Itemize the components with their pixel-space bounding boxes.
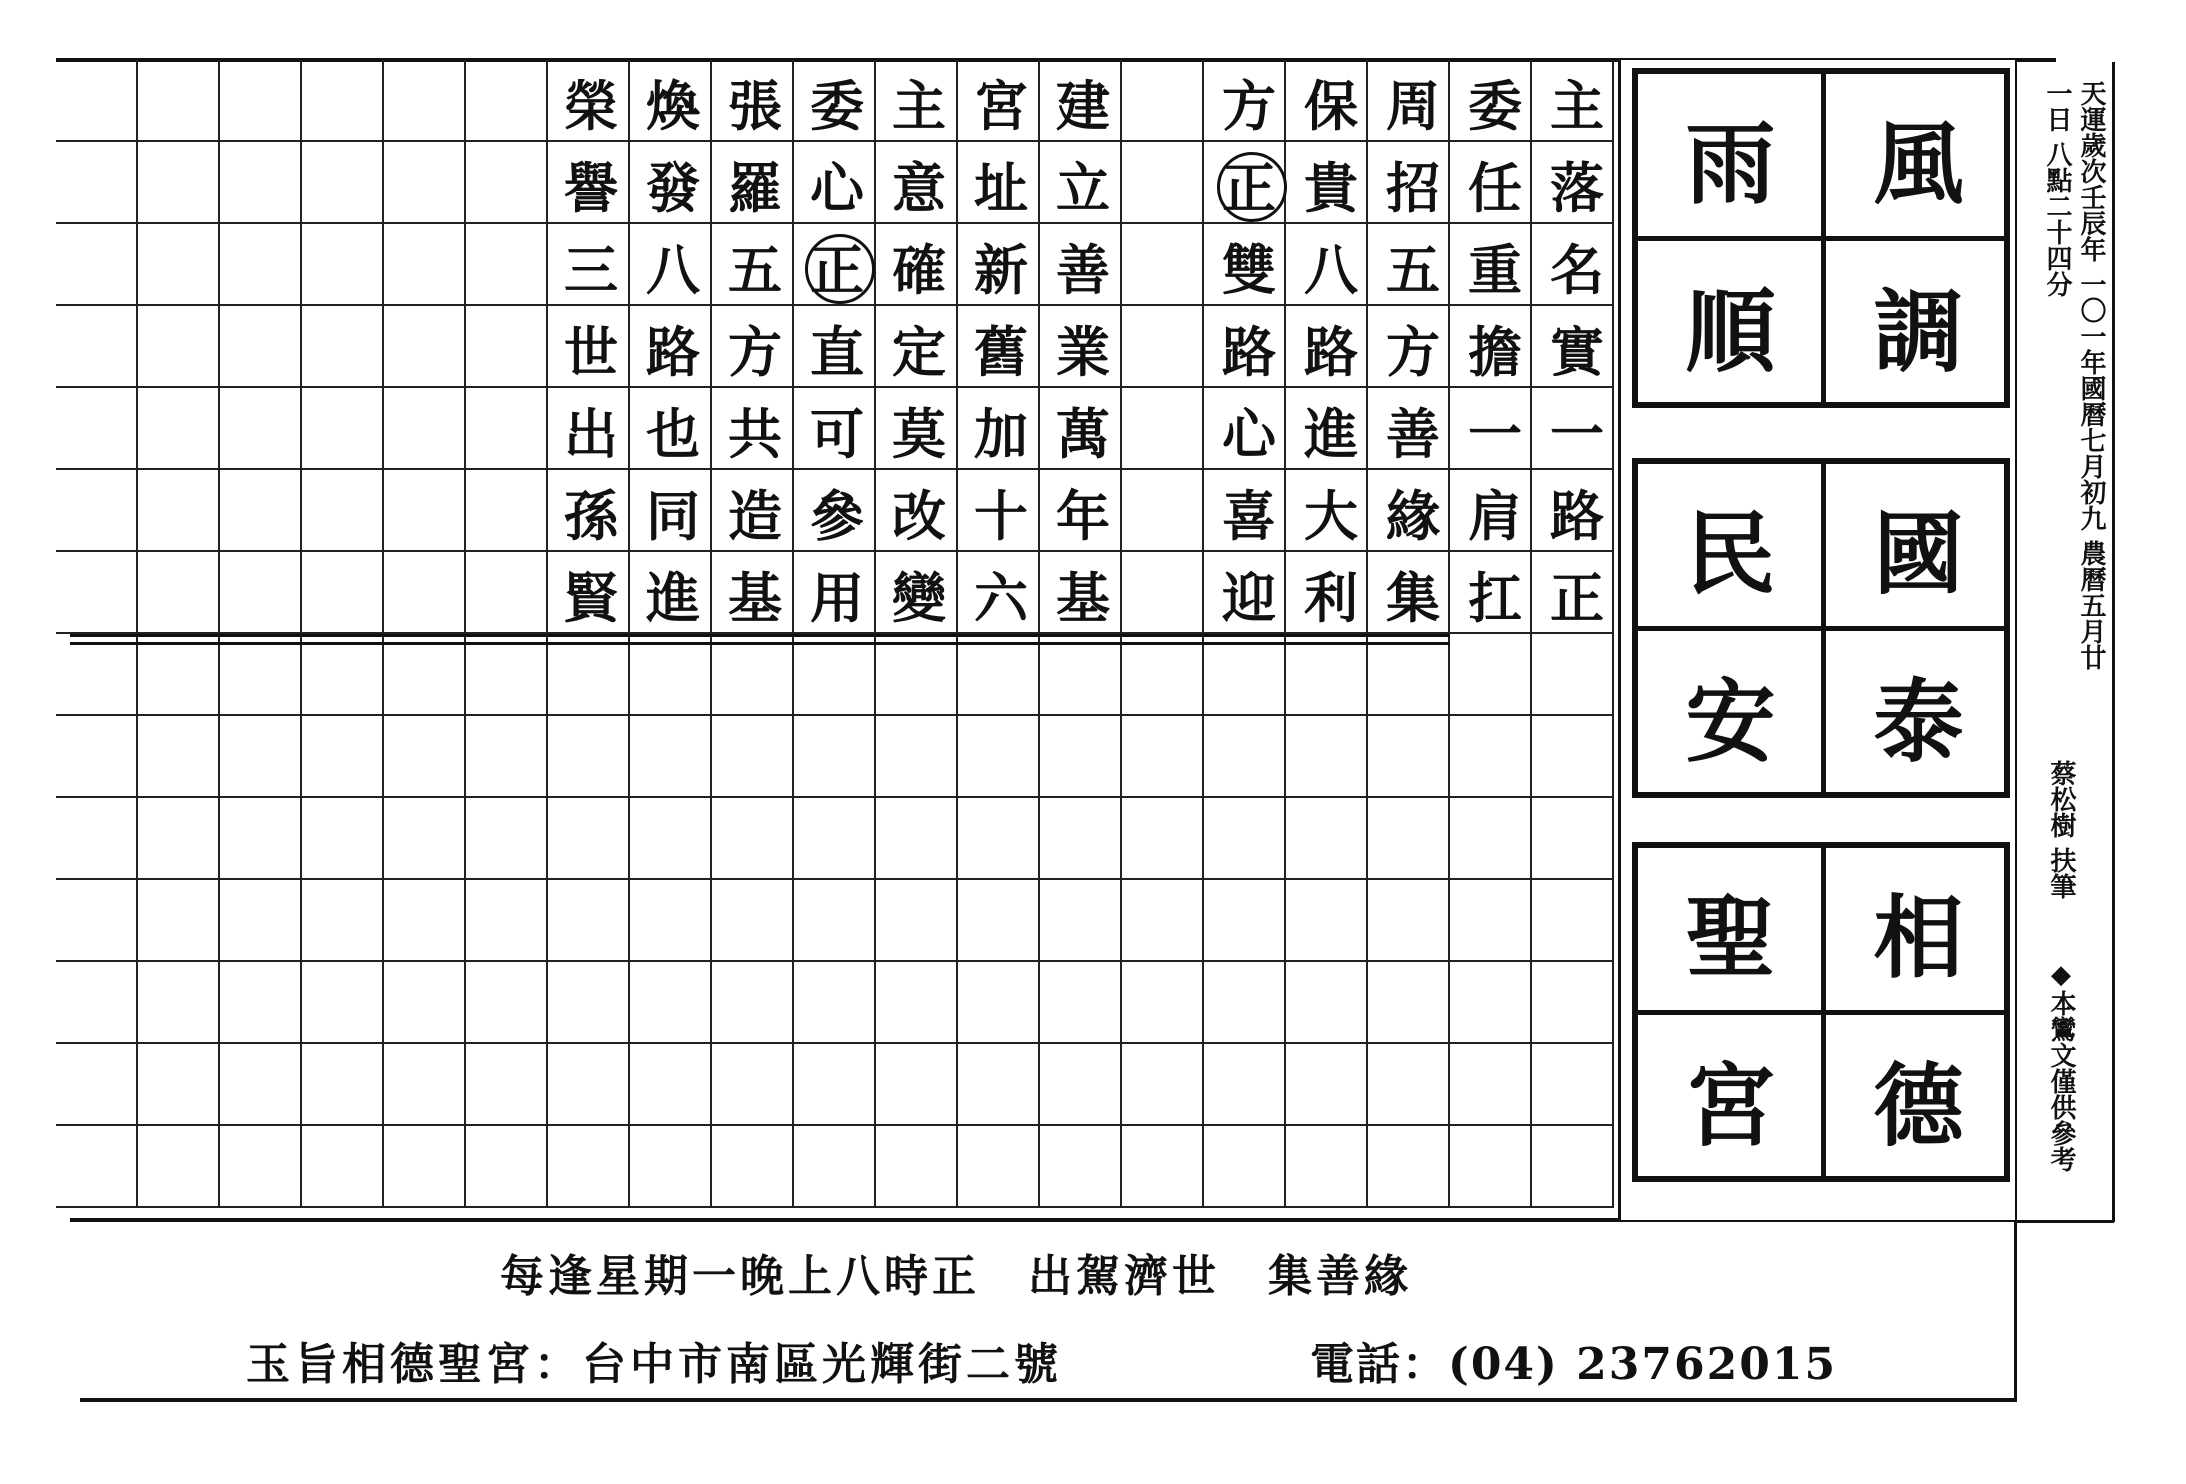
- grid-cell: [384, 224, 466, 306]
- grid-cell: [220, 1044, 302, 1126]
- grid-cell: [958, 880, 1040, 962]
- verse-char: 十: [974, 483, 1028, 548]
- grid-cell: [56, 1126, 138, 1208]
- grid-cell: [384, 388, 466, 470]
- grid-cell: [712, 798, 794, 880]
- grid-cell: [466, 1044, 548, 1126]
- verse-char: 立: [1056, 155, 1110, 220]
- grid-cell: [630, 962, 712, 1044]
- verse-char: 方: [728, 319, 782, 384]
- address-line: 玉旨相德聖宮：台中市南區光輝街二號: [246, 1339, 1062, 1390]
- grid-cell: [548, 716, 630, 798]
- verse-char: 年: [1056, 483, 1110, 548]
- grid-cell: [302, 716, 384, 798]
- verse-char: 一: [1468, 401, 1522, 466]
- grid-cell: [302, 880, 384, 962]
- grid-cell: [220, 470, 302, 552]
- verse-char: 擔: [1468, 319, 1522, 384]
- grid-cell: [220, 962, 302, 1044]
- grid-cell: [1286, 634, 1368, 716]
- grid-cell: [384, 1126, 466, 1208]
- grid-cell: [302, 634, 384, 716]
- grid-cell: [384, 634, 466, 716]
- grid-cell: [958, 634, 1040, 716]
- grid-cell: [56, 470, 138, 552]
- motto-char: 風: [1873, 112, 1964, 217]
- grid-cell: [958, 962, 1040, 1044]
- motto-char: 聖: [1685, 886, 1776, 991]
- grid-cell: [1368, 716, 1450, 798]
- grid-cell: [958, 798, 1040, 880]
- motto-char: 安: [1685, 670, 1776, 775]
- grid-cell: [220, 142, 302, 224]
- grid-cell: [384, 880, 466, 962]
- grid-cell: [876, 880, 958, 962]
- grid-cell: [302, 142, 384, 224]
- verse-char: 發: [646, 155, 700, 220]
- grid-cell: [384, 962, 466, 1044]
- verse-char: 賢: [564, 565, 618, 630]
- footer-bottom-rule: [80, 1398, 2015, 1402]
- verse-char: 羅: [728, 155, 782, 220]
- grid-cell: [1450, 1126, 1532, 1208]
- verse-char: 譽: [564, 155, 618, 220]
- grid-cell: [1286, 1126, 1368, 1208]
- grid-cell: [876, 716, 958, 798]
- motto-char: 德: [1873, 1054, 1964, 1159]
- disclaimer-note: ◆本鸞文僅供參考: [2046, 960, 2076, 1172]
- grid-cell: [466, 880, 548, 962]
- grid-cell: [466, 60, 548, 142]
- grid-cell: [1040, 1126, 1122, 1208]
- verse-char: 貴: [1304, 155, 1358, 220]
- grid-cell: [1122, 962, 1204, 1044]
- grid-cell: [630, 798, 712, 880]
- grid-cell: [1204, 716, 1286, 798]
- verse-divider: [70, 634, 1450, 637]
- verse-char: 意: [892, 155, 946, 220]
- grid-cell: [138, 60, 220, 142]
- grid-cell: [384, 552, 466, 634]
- grid-cell: [958, 1126, 1040, 1208]
- grid-cell: [466, 798, 548, 880]
- note-right-frame: [2112, 62, 2115, 1222]
- grid-cell: [794, 1044, 876, 1126]
- verse-char: 用: [810, 565, 864, 630]
- verse-char: 招: [1386, 155, 1440, 220]
- grid-cell: [56, 306, 138, 388]
- grid-cell: [1122, 470, 1204, 552]
- grid-cell: [220, 552, 302, 634]
- verse-char: 路: [1304, 319, 1358, 384]
- grid-cell: [220, 716, 302, 798]
- grid-cell: [220, 880, 302, 962]
- grid-cell: [56, 552, 138, 634]
- verse-char: 參: [810, 483, 864, 548]
- verse-char: 正: [1550, 565, 1604, 630]
- grid-cell: [1204, 798, 1286, 880]
- grid-cell: [1368, 962, 1450, 1044]
- verse-char: 榮: [564, 73, 618, 138]
- motto-char: 宮: [1685, 1054, 1776, 1159]
- verse-char: 孫: [564, 483, 618, 548]
- grid-cell: [1040, 798, 1122, 880]
- verse-char: 主: [1550, 73, 1604, 138]
- grid-cell: [302, 470, 384, 552]
- grid-cell: [138, 880, 220, 962]
- grid-cell: [138, 634, 220, 716]
- verse-char: 喜: [1222, 483, 1276, 548]
- grid-cell: [138, 962, 220, 1044]
- grid-cell: [220, 388, 302, 470]
- motto-char: 順: [1685, 280, 1776, 385]
- verse-char: 世: [564, 319, 618, 384]
- verse-char: 大: [1304, 483, 1358, 548]
- grid-cell: [1204, 962, 1286, 1044]
- grid-cell: [220, 306, 302, 388]
- grid-cell: [1286, 716, 1368, 798]
- verse-char: 主: [892, 73, 946, 138]
- grid-cell: [1450, 962, 1532, 1044]
- grid-cell: [794, 716, 876, 798]
- motto-block: [1632, 68, 2010, 408]
- grid-cell: [138, 1044, 220, 1126]
- grid-cell: [548, 1044, 630, 1126]
- grid-cell: [630, 634, 712, 716]
- motto-block: [1632, 458, 2010, 798]
- grid-cell: [302, 1126, 384, 1208]
- verse-char: 五: [1386, 237, 1440, 302]
- verse-char: 煥: [646, 73, 700, 138]
- verse-char: 直: [810, 319, 864, 384]
- grid-cell: [138, 306, 220, 388]
- verse-char: 任: [1468, 155, 1522, 220]
- verse-char: 路: [646, 319, 700, 384]
- date-note: 天運歲次壬辰年 一〇一年國曆七月初九 農曆五月廿一日 八點二十四分: [2042, 80, 2106, 671]
- grid-cell: [220, 798, 302, 880]
- verse-char: 心: [810, 155, 864, 220]
- verse-char: 路: [1222, 319, 1276, 384]
- grid-cell: [548, 634, 630, 716]
- verse-char: 萬: [1056, 401, 1110, 466]
- grid-cell: [384, 142, 466, 224]
- grid-cell: [1122, 716, 1204, 798]
- grid-cell: [56, 60, 138, 142]
- grid-cell: [1204, 880, 1286, 962]
- grid-cell: [384, 798, 466, 880]
- verse-char: 舊: [974, 319, 1028, 384]
- verse-char: 基: [1056, 565, 1110, 630]
- grid-cell: [302, 224, 384, 306]
- grid-cell: [712, 716, 794, 798]
- verse-char: 造: [728, 483, 782, 548]
- grid-cell: [384, 716, 466, 798]
- grid-cell: [56, 224, 138, 306]
- grid-cell: [220, 634, 302, 716]
- verse-char: 改: [892, 483, 946, 548]
- grid-cell: [876, 798, 958, 880]
- grid-cell: [1532, 716, 1614, 798]
- verse-char: 八: [646, 237, 700, 302]
- grid-cell: [1450, 880, 1532, 962]
- grid-cell: [466, 552, 548, 634]
- grid-cell: [712, 634, 794, 716]
- grid-cell: [1532, 1044, 1614, 1126]
- grid-cell: [1286, 798, 1368, 880]
- grid-cell: [56, 634, 138, 716]
- grid-cell: [466, 142, 548, 224]
- grid-cell: [384, 470, 466, 552]
- grid-cell: [466, 388, 548, 470]
- grid-cell: [384, 60, 466, 142]
- verse-char: 利: [1304, 565, 1358, 630]
- grid-cell: [466, 716, 548, 798]
- note-bottom-rule: [2014, 1220, 2114, 1223]
- verse-char: 宮: [974, 73, 1028, 138]
- grid-cell: [548, 1126, 630, 1208]
- grid-cell: [1040, 962, 1122, 1044]
- grid-cell: [958, 716, 1040, 798]
- grid-cell: [1040, 716, 1122, 798]
- grid-cell: [384, 306, 466, 388]
- grid-cell: [794, 798, 876, 880]
- grid-cell: [876, 1044, 958, 1126]
- grid-cell: [1368, 798, 1450, 880]
- grid-cell: [1286, 1044, 1368, 1126]
- verse-char: 共: [728, 401, 782, 466]
- grid-cell: [1286, 962, 1368, 1044]
- grid-cell: [384, 1044, 466, 1126]
- grid-cell: [138, 388, 220, 470]
- grid-cell: [56, 1044, 138, 1126]
- grid-cell: [56, 962, 138, 1044]
- verse-char: 方: [1222, 73, 1276, 138]
- verse-char: 業: [1056, 319, 1110, 384]
- verse-char: 迎: [1222, 565, 1276, 630]
- verse-char: 同: [646, 483, 700, 548]
- grid-cell: [138, 224, 220, 306]
- grid-cell: [1122, 1044, 1204, 1126]
- grid-cell: [302, 962, 384, 1044]
- verse-char: 委: [1468, 73, 1522, 138]
- verse-char: 可: [810, 401, 864, 466]
- grid-cell: [630, 880, 712, 962]
- grid-cell: [1204, 1044, 1286, 1126]
- verse-char: 定: [892, 319, 946, 384]
- grid-cell: [1532, 634, 1614, 716]
- grid-cell: [56, 142, 138, 224]
- grid-cell: [1040, 634, 1122, 716]
- motto-char: 相: [1873, 886, 1964, 991]
- grid-cell: [56, 798, 138, 880]
- verse-char: 進: [646, 565, 700, 630]
- grid-cell: [1204, 634, 1286, 716]
- grid-cell: [1122, 60, 1204, 142]
- grid-cell: [466, 962, 548, 1044]
- verse-char: 三: [564, 237, 618, 302]
- verse-char: 八: [1304, 237, 1358, 302]
- grid-cell: [138, 1126, 220, 1208]
- verse-char: 址: [974, 155, 1028, 220]
- grid-cell: [1450, 716, 1532, 798]
- grid-cell: [794, 880, 876, 962]
- motto-char: 泰: [1873, 670, 1964, 775]
- verse-char: 肩: [1468, 483, 1522, 548]
- grid-cell: [466, 470, 548, 552]
- verse-char: 保: [1304, 73, 1358, 138]
- grid-cell: [876, 962, 958, 1044]
- grid-cell: [1122, 224, 1204, 306]
- verse-char: 進: [1304, 401, 1358, 466]
- grid-cell: [138, 142, 220, 224]
- grid-cell: [138, 552, 220, 634]
- verse-char: 名: [1550, 237, 1604, 302]
- grid-cell: [1122, 142, 1204, 224]
- verse-char: 心: [1222, 401, 1276, 466]
- verse-char: 建: [1056, 73, 1110, 138]
- grid-cell: [1122, 306, 1204, 388]
- grid-cell: [794, 962, 876, 1044]
- grid-cell: [548, 798, 630, 880]
- verse-char: 集: [1386, 565, 1440, 630]
- motto-char: 雨: [1685, 112, 1776, 217]
- grid-cell: [138, 716, 220, 798]
- verse-char: 實: [1550, 319, 1604, 384]
- verse-char: 出: [564, 401, 618, 466]
- grid-cell: [1122, 634, 1204, 716]
- grid-cell: [1532, 798, 1614, 880]
- grid-cell: [466, 634, 548, 716]
- verse-char: 善: [1056, 237, 1110, 302]
- motto-char: 調: [1873, 280, 1964, 385]
- verse-char: 路: [1550, 483, 1604, 548]
- grid-cell: [712, 962, 794, 1044]
- verse-char: 也: [646, 401, 700, 466]
- grid-cell: [1532, 880, 1614, 962]
- verse-char: 加: [974, 401, 1028, 466]
- verse-char: 雙: [1222, 237, 1276, 302]
- grid-cell: [1286, 880, 1368, 962]
- verse-char: 善: [1386, 401, 1440, 466]
- grid-cell: [302, 388, 384, 470]
- grid-cell: [876, 1126, 958, 1208]
- grid-cell: [630, 716, 712, 798]
- verse-char: 方: [1386, 319, 1440, 384]
- verse-divider-second: [70, 642, 1450, 645]
- grid-cell: [1368, 880, 1450, 962]
- grid-cell: [56, 716, 138, 798]
- grid-cell: [1532, 1126, 1614, 1208]
- grid-cell: [1122, 388, 1204, 470]
- grid-cell: [466, 306, 548, 388]
- grid-cell: [1368, 1044, 1450, 1126]
- grid-cell: [302, 798, 384, 880]
- grid-cell: [794, 1126, 876, 1208]
- grid-cell: [466, 1126, 548, 1208]
- verse-char: 五: [728, 237, 782, 302]
- grid-cell: [1122, 552, 1204, 634]
- grid-cell: [1450, 1044, 1532, 1126]
- grid-cell: [1450, 634, 1532, 716]
- grid-cell: [1368, 634, 1450, 716]
- grid-cell: [1122, 1126, 1204, 1208]
- grid-cell: [712, 880, 794, 962]
- grid-cell: [56, 880, 138, 962]
- grid-cell: [630, 1126, 712, 1208]
- grid-cell: [1040, 880, 1122, 962]
- phone-line: 電話：(04) 23762015: [1310, 1339, 1838, 1390]
- grid-cell: [712, 1044, 794, 1126]
- grid-cell: [1368, 1126, 1450, 1208]
- verse-char: 確: [892, 237, 946, 302]
- verse-char: 緣: [1386, 483, 1440, 548]
- grid-cell: [548, 880, 630, 962]
- grid-cell: [56, 388, 138, 470]
- verse-char: 張: [728, 73, 782, 138]
- grid-cell: [1122, 798, 1204, 880]
- grid-cell: [302, 306, 384, 388]
- verse-char: 委: [810, 73, 864, 138]
- grid-cell: [1532, 962, 1614, 1044]
- grid-cell: [220, 60, 302, 142]
- grid-cell: [630, 1044, 712, 1126]
- motto-char: 國: [1873, 502, 1964, 607]
- motto-char: 民: [1685, 502, 1776, 607]
- schedule-line: 每逢星期一晚上八時正 出駕濟世 集善緣: [500, 1251, 1412, 1302]
- verse-char: 正: [796, 226, 878, 306]
- motto-block: [1632, 842, 2010, 1182]
- grid-cell: [712, 1126, 794, 1208]
- grid-cell: [302, 60, 384, 142]
- verse-char: 變: [892, 565, 946, 630]
- grid-cell: [1450, 798, 1532, 880]
- grid-cell: [220, 1126, 302, 1208]
- verse-char: 基: [728, 565, 782, 630]
- verse-char: 重: [1468, 237, 1522, 302]
- grid-cell: [302, 1044, 384, 1126]
- grid-cell: [302, 552, 384, 634]
- grid-cell: [138, 798, 220, 880]
- grid-cell: [794, 634, 876, 716]
- grid-cell: [876, 634, 958, 716]
- grid-cell: [1122, 880, 1204, 962]
- verse-char: 正: [1208, 144, 1290, 224]
- verse-char: 莫: [892, 401, 946, 466]
- grid-cell: [138, 470, 220, 552]
- grid-cell: [1040, 1044, 1122, 1126]
- grid-cell: [466, 224, 548, 306]
- verse-char: 一: [1550, 401, 1604, 466]
- verse-char: 新: [974, 237, 1028, 302]
- verse-char: 落: [1550, 155, 1604, 220]
- scribe-note: 蔡松樹 扶筆: [2046, 760, 2076, 900]
- grid-cell: [958, 1044, 1040, 1126]
- verse-char: 扛: [1468, 565, 1522, 630]
- grid-cell: [1204, 1126, 1286, 1208]
- verse-char: 周: [1386, 73, 1440, 138]
- grid-cell: [220, 224, 302, 306]
- grid-cell: [548, 962, 630, 1044]
- verse-char: 六: [974, 565, 1028, 630]
